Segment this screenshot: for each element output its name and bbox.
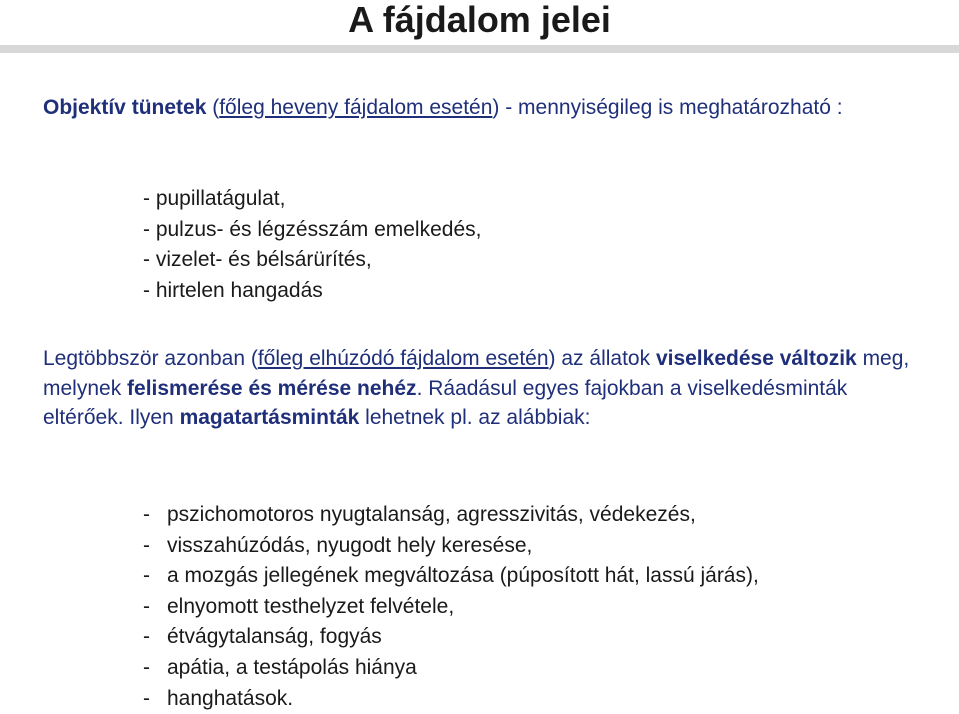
slide-title: A fájdalom jelei [348, 0, 611, 40]
behavior-qualifier: főleg elhúzódó fájdalom esetén [257, 347, 549, 370]
objective-signs-list [143, 184, 481, 306]
list-item-text: visszahúzódás, nyugodt hely keresése, [167, 533, 533, 557]
objective-rest: ) - mennyiségileg is meghatározható : [492, 96, 843, 119]
list-item-text: pszichomotoros nyugtalanság, agresszivitás, védekezés, [167, 503, 696, 526]
list-item-text: elnyomott testhelyzet felvétele, [167, 594, 455, 618]
behavior-text: meg, melynek [43, 347, 910, 400]
dash: - [143, 533, 150, 557]
dash: - [143, 625, 150, 649]
list-item-text: hanghatások. [167, 686, 294, 710]
behavior-emphasis: viselkedése változik [655, 347, 857, 370]
behavior-text: Legtöbbször azonban [43, 347, 251, 370]
dash: - [143, 655, 150, 679]
list-item-text: apátia, a testápolás hiánya [167, 655, 417, 679]
behavior-text: . Ráadásul egyes fajokban a viselkedésminták eltérőek. Ilyen [43, 376, 848, 429]
objective-qualifier: főleg heveny fájdalom esetén [219, 96, 493, 119]
dash: - [143, 594, 150, 618]
objective-open-paren: ( [206, 96, 220, 119]
title-divider [0, 45, 959, 53]
list-item: - pulzus- és légzésszám emelkedés, [143, 217, 482, 241]
behavior-paragraph [43, 344, 923, 433]
behavior-text: ( [250, 347, 258, 370]
list-item [143, 684, 759, 714]
list-item [143, 531, 759, 562]
behavior-signs-list [143, 500, 759, 714]
list-item-text: a mozgás jellegének megváltozása (púposított hát, lassú járás), [167, 564, 759, 588]
list-item: - hirtelen hangadás [143, 278, 323, 302]
dash: - [143, 503, 150, 526]
behavior-emphasis: felismerése és mérése nehéz [127, 376, 417, 400]
dash: - [143, 686, 150, 710]
list-item [143, 653, 759, 684]
list-item: - vizelet- és bélsárürítés, [143, 248, 372, 271]
behavior-text: ) az állatok [548, 347, 656, 370]
behavior-text: lehetnek pl. az alábbiak: [359, 406, 591, 429]
list-item [143, 592, 759, 623]
objective-intro [43, 93, 843, 123]
dash: - [143, 564, 150, 588]
list-item [143, 622, 759, 653]
objective-label: Objektív tünetek [43, 96, 207, 119]
list-item [143, 561, 759, 592]
list-item [143, 500, 759, 531]
list-item: - pupillatágulat, [143, 187, 286, 210]
list-item-text: étvágytalanság, fogyás [167, 625, 382, 649]
behavior-emphasis: magatartásminták [179, 406, 360, 429]
